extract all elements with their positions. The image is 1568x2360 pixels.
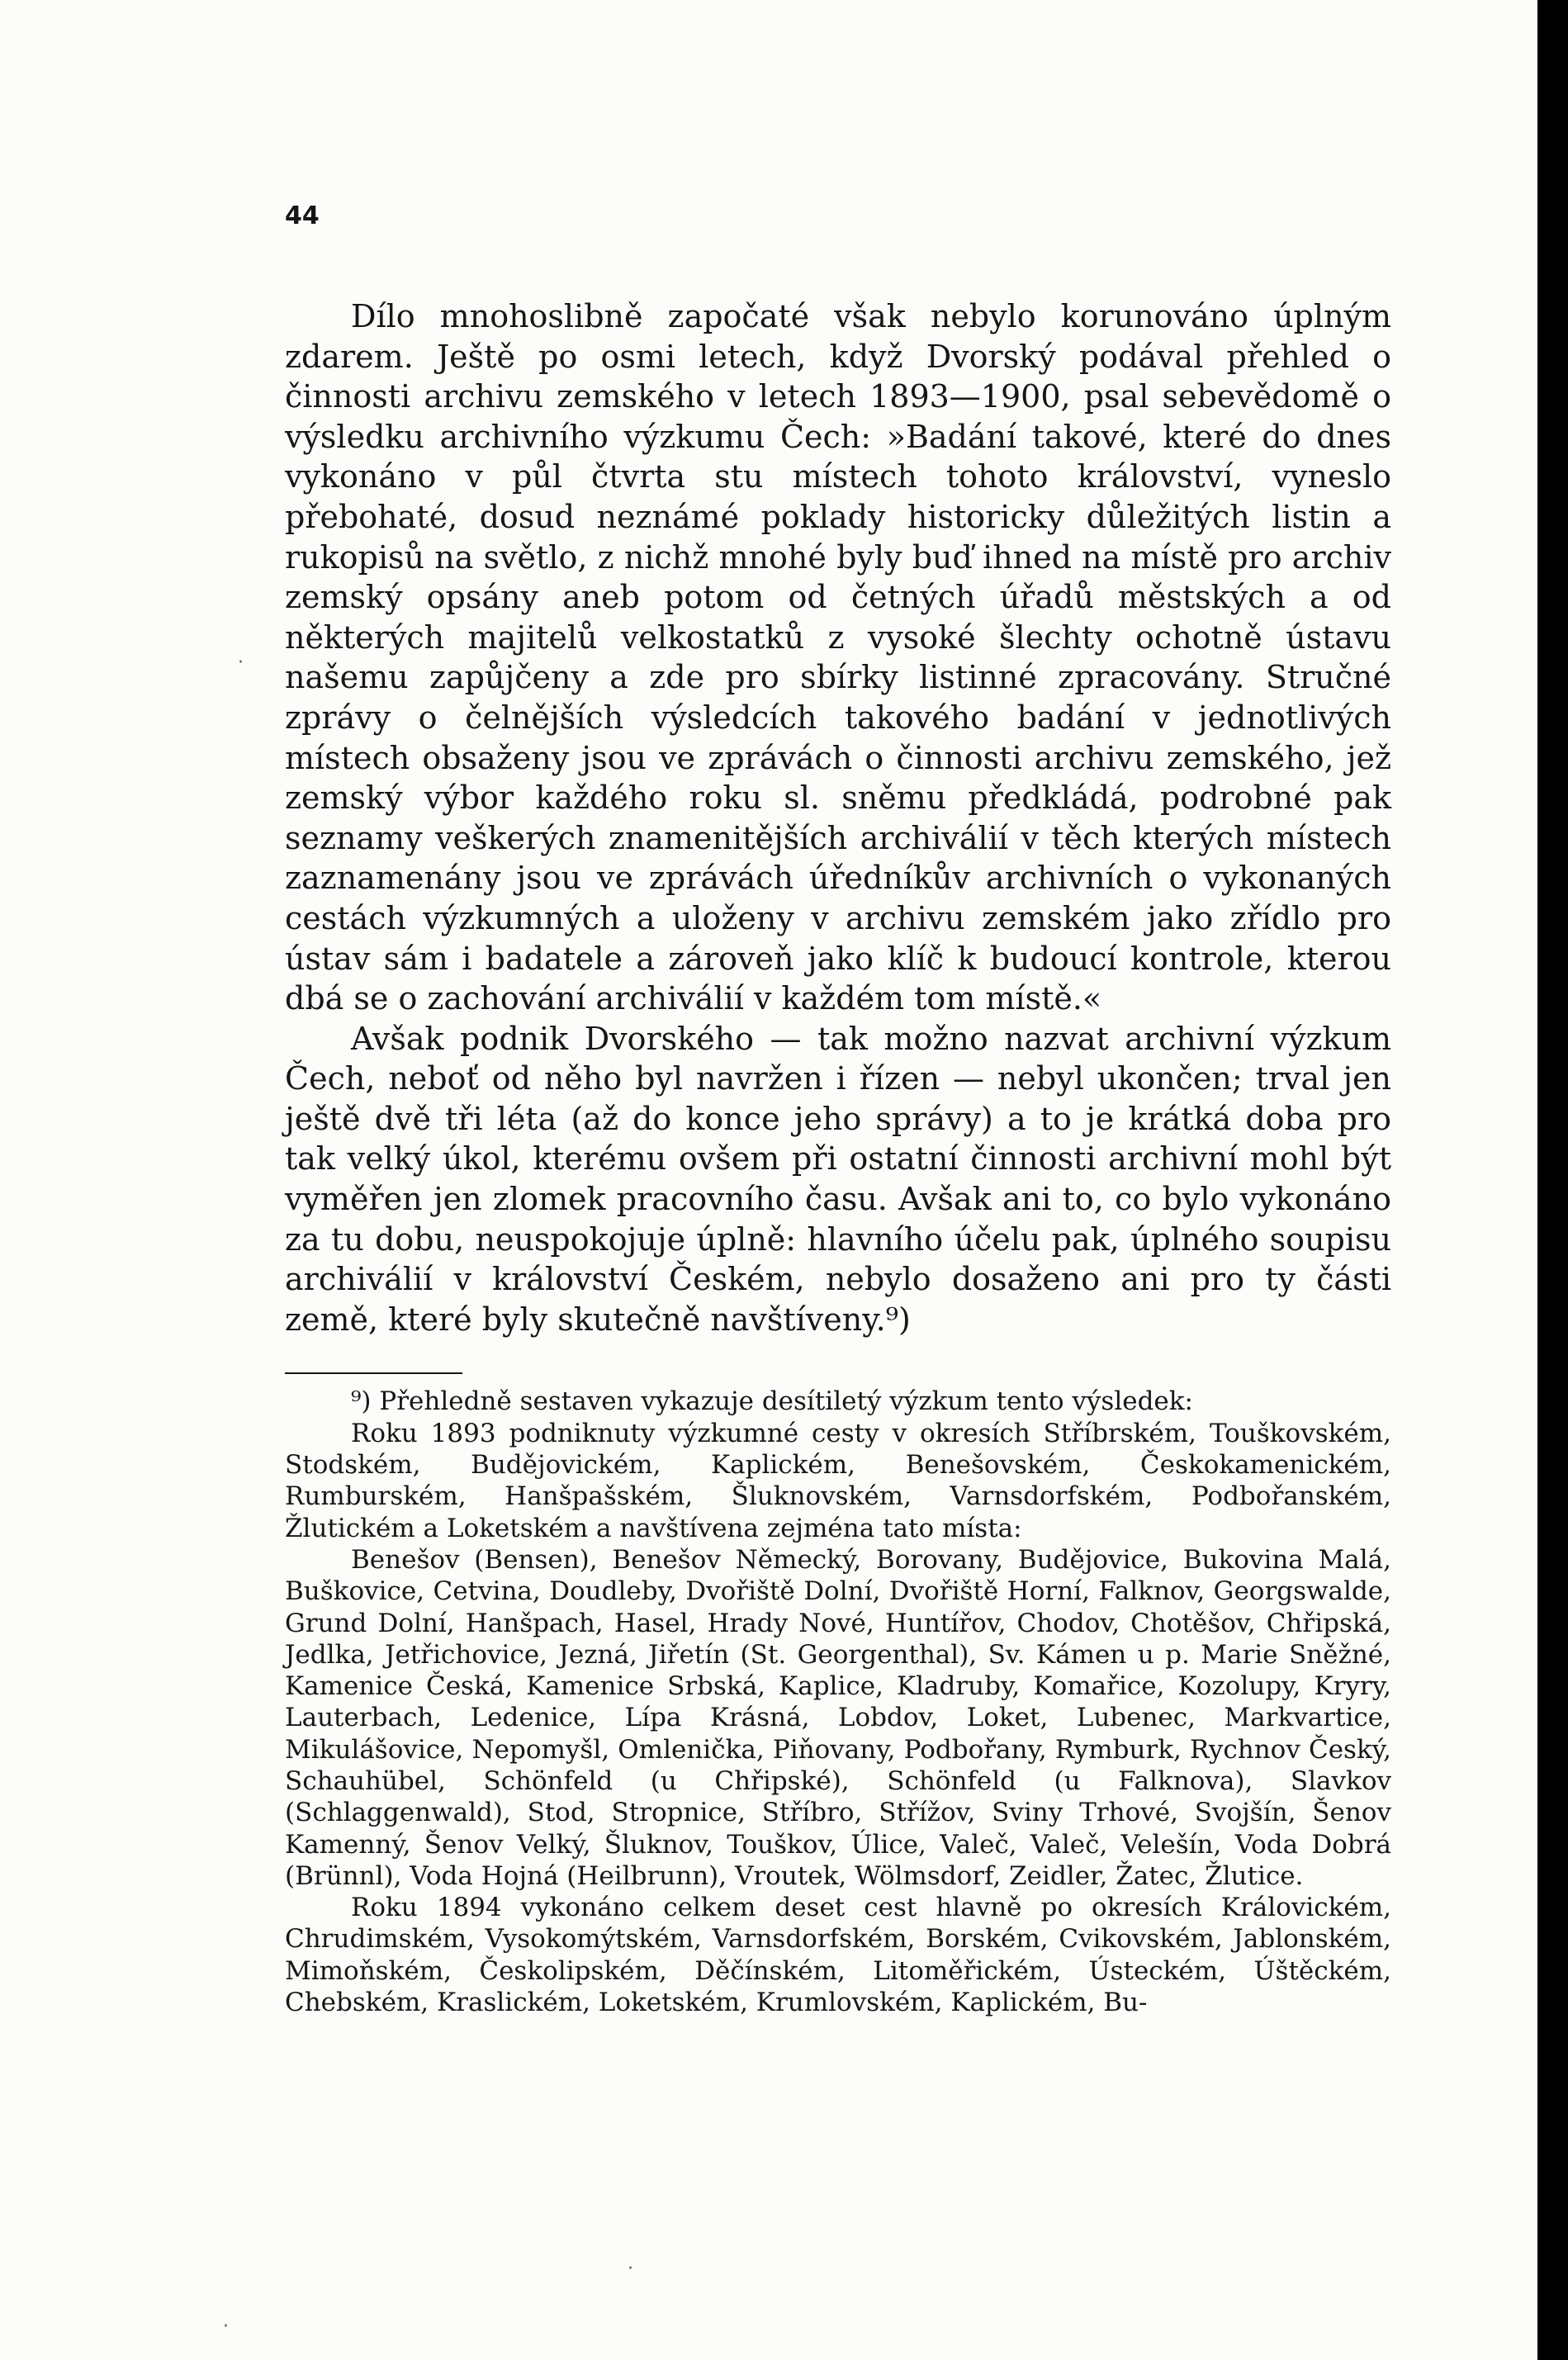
footnote-paragraph: ⁹) Přehledně sestaven vykazuje desítiletý výzkum tento výsledek: (351, 1386, 1194, 1417)
scan-speck: · (223, 2316, 229, 2337)
page-number: 44 (285, 201, 320, 230)
footnotes (285, 1386, 1391, 2018)
body-paragraph: Dílo mnohoslibně započaté však nebylo korunováno úplným zdarem. Ještě po osmi letech, když Dvorský podával přehled o činnosti archivu zemského v letech 1893—1900, psal sebevědomě o výsledku archivního výzkumu Čech: »Badání takové, které do dnes vykonáno v půl čtvrta stu místech tohoto království, vyneslo přebohaté, dosud neznámé poklady historicky důležitých listin a rukopisů na světlo, z nichž mnohé byly buď ihned na místě pro archiv zemský opsány aneb potom od četných úřadů městských a od některých majitelů velkostatků z vysoké šlechty ochotně ústavu našemu zapůjčeny a zde pro sbírky listinné zpracovány. Stručné zprávy o čelnějších výsledcích takového badání v jednotlivých místech obsaženy jsou ve zprávách o činnosti archivu zemského, jež zemský výbor každého roku sl. sněmu předkládá, podrobné pak seznamy veškerých znamenitějších archiválií v těch kterých místech zaznamenány jsou ve zprávách úředníkův archivních o vykonaných cestách výzkumných a uloženy v archivu zemském jako zřídlo pro ústav sám i badatele a zároveň jako klíč k budoucí kontrole, kterou dbá se o zachování archiválií v každém tom místě.« (285, 298, 1391, 1017)
scan-speck: · (238, 652, 244, 673)
body-text (285, 296, 1391, 1339)
body-paragraph: Avšak podnik Dvorského — tak možno nazvat archivní výzkum Čech, neboť od něho byl navržen i řízen — nebyl ukončen; trval jen ještě dvě tři léta (až do konce jeho správy) a to je krátká doba pro tak velký úkol, kterému ovšem při ostatní činnosti archivní mohl být vyměřen jen zlomek pracovního času. Avšak ani to, co bylo vykonáno za tu dobu, neuspokojuje úplně: hlavního účelu pak, úplného soupisu archiválií v království Českém, nebylo dosaženo ani pro ty části země, které byly skutečně navštíveny.⁹) (285, 1020, 1391, 1338)
scan-speck: · (628, 2258, 633, 2279)
footnote-divider (285, 1372, 462, 1374)
footnote-paragraph: Roku 1894 vykonáno celkem deset cest hlavně po okresích Královickém, Chrudimském, Vysokomýtském, Varnsdorfském, Borském, Cvikovském, Jablonském, Mimoňském, Českolipském, Děčínském, Litoměřickém, Ústeckém, Úštěckém, Chebském, Kraslickém, Loketském, Krumlovském, Kaplickém, Bu- (285, 1893, 1391, 2018)
footnote-paragraph: Benešov (Bensen), Benešov Německý, Borovany, Budějovice, Bukovina Malá, Buškovice, Cetvina, Doudleby, Dvořiště Dolní, Dvořiště Horní, Falknov, Georgswalde, Grund Dolní, Hanšpach, Hasel, Hrady Nové, Huntířov, Chodov, Chotěšov, Chřipská, Jedlka, Jetřichovice, Jezná, Jiřetín (St. Georgenthal), Sv. Kámen u p. Marie Sněžné, Kamenice Česká, Kamenice Srbská, Kaplice, Kladruby, Komařice, Kozolupy, Kryry, Lauterbach, Ledenice, Lípa Krásná, Lobdov, Loket, Lubenec, Markvartice, Mikulášovice, Nepomyšl, Omlenička, Piňovany, Podbořany, Rymburk, Rychnov Český, Schauhübel, Schönfeld (u Chřipské), Schönfeld (u Falknova), Slavkov (Schlaggenwald), Stod, Stropnice, Stříbro, Střížov, Sviny Trhové, Svojšín, Šenov Kamenný, Šenov Velký, Šluknov, Touškov, Úlice, Valeč, Valeč, Velešín, Voda Dobrá (Brünnl), Voda Hojná (Heilbrunn), Vroutek, Wölmsdorf, Zeidler, Žatec, Žlutice. (285, 1544, 1391, 1891)
page-content (285, 202, 1391, 2018)
footnote-paragraph: Roku 1893 podniknuty výzkumné cesty v okresích Stříbrském, Touškovském, Stodském, Budějovickém, Kaplickém, Benešovském, Českokamenickém, Rumburském, Hanšpašském, Šluknovském, Varnsdorfském, Podbořanském, Žlutickém a Loketském a navštívena zejména tato místa: (285, 1418, 1391, 1543)
